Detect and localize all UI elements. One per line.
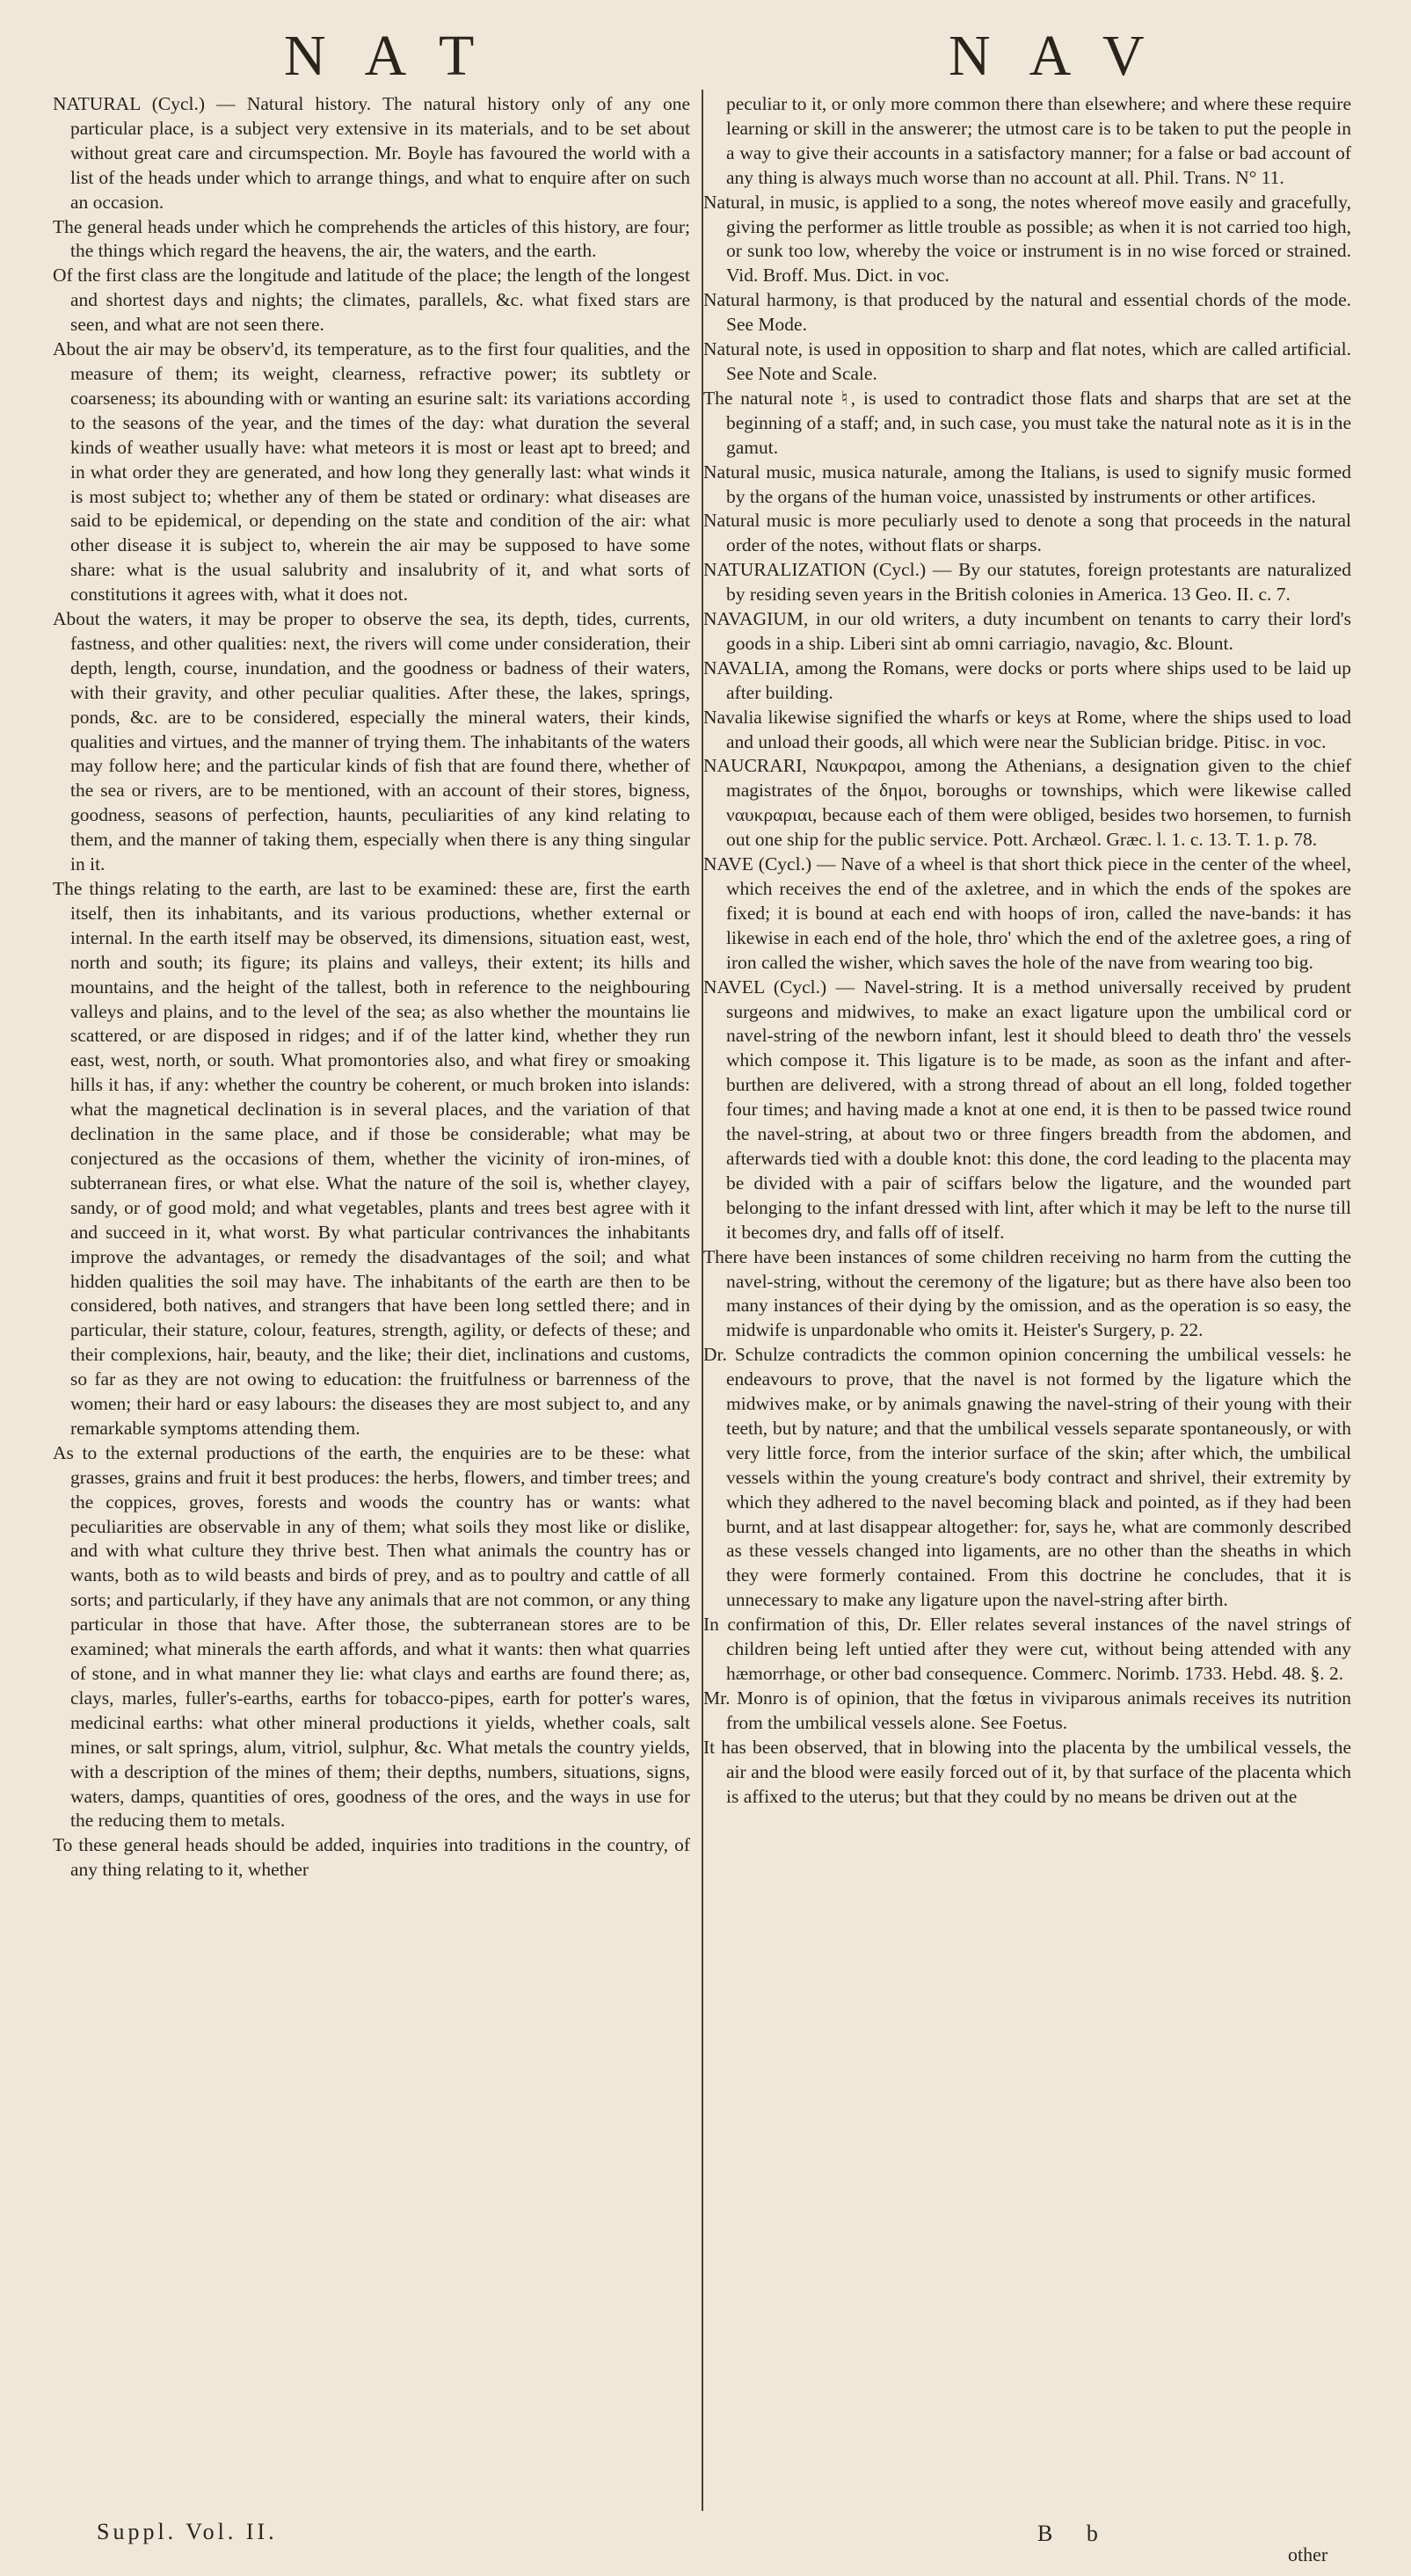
paragraph: The general heads under which he comprehends the articles of this history, are four; the things which regard the heavens, the air, the waters, and the earth. bbox=[53, 215, 690, 262]
running-head bbox=[0, 12, 1411, 100]
paragraph: About the air may be observ'd, its temperature, as to the first four qualities, and the measure of them; its weight, clearness, refractive power; its subtlety or coarseness; its abounding with or wanting an esurine salt: its variations according to the seasons of the year, and the times of the day: what duration the several kinds of weather usually have: what meteors it is most or least apt to breed; and in what order they are generated, and how long they generally last: what winds it is most subject to; whether any of them be stated or ordinary: what diseases are said to be epidemical, or depending on the state and condition of the air: what other disease it is subject to, wherein the air may be supposed to have some share: what is the usual salubrity and insalubrity of it, and what sorts of constitutions it agrees with, what it does not. bbox=[53, 338, 690, 606]
paragraph: It has been observed, that in blowing into the placenta by the umbilical vessels, the air and the blood were easily forced out of it, by that surface of the placenta which is affixed to the uterus; but that they could by no means be driven out at the bbox=[703, 1736, 1351, 1807]
running-head-right: NAV bbox=[949, 24, 1183, 88]
paragraph: The natural note ♮, is used to contradict those flats and sharps that are set at the beginning of a staff; and, in such case, you must take the natural note as it is in the gamut. bbox=[703, 387, 1351, 458]
right-column bbox=[703, 92, 1351, 2527]
paragraph: NAVE (Cycl.) — Nave of a wheel is that short thick piece in the center of the wheel, which receives the end of the axletree, and in which the ends of the spokes are fixed; it is bound at each end with hoops of iron, called the nave-bands: it has likewise in each end of the hole, thro' which the end of the axletree goes, a ring of iron called the wisher, which saves the hole of the nave from wearing too big. bbox=[703, 853, 1351, 973]
paragraph: The things relating to the earth, are last to be examined: these are, first the earth itself, then its inhabitants, and its various productions, whether external or internal. In the earth itself may be observed, its dimensions, situation east, west, north and south; its figure; its plains and valleys, their extent; its hills and mountains, and the height of the tallest, both in reference to the neighbouring valleys and plains, and to the level of the sea; as also whether the mountains lie scattered, or are disposed in ridges; and if of the latter kind, whether they run east, west, north, or south. What promontories also, and what firey or smoaking hills it has, if any: whether the country be coherent, or much broken into islands: what the magnetical declination is in several places, and the variation of that declination in the same place, and if those be considerable; what may be conjectured as the occasions of them, whether the vicinity of iron-mines, of subterranean fires, or what else. What the nature of the soil is, whether clayey, sandy, or of good mold; and what vegetables, plants and trees best agree with it and succeed in it, what worst. By what particular contrivances the inhabitants improve the advantages, or remedy the disadvantages of the soil; and what hidden qualities the soil may have. The inhabitants of the earth are then to be considered, both natives, and strangers that have been long settled there; and in particular, their stature, colour, features, strength, agility, or defects of these; and their complexions, hair, beauty, and the like; their diet, inclinations and customs, so far as they are not owing to education: the fruitfulness or barrenness of the women; their hard or easy labours: the diseases they are most subject to, and any remarkable symptoms attending them. bbox=[53, 878, 690, 1439]
paragraph: Of the first class are the longitude and latitude of the place; the length of the longest and shortest days and nights; the climates, parallels, &c. what fixed stars are seen, and what are not seen there. bbox=[53, 265, 690, 336]
running-head-left: NAT bbox=[284, 24, 513, 88]
gathering-signature: B b bbox=[1037, 2521, 1112, 2546]
paragraph: NATURAL (Cycl.) — Natural history. The natural history only of any one particular place, is a subject very extensive in its materials, and to be set about without great care and circumspection. Mr. Boyle has favoured the world with a list of the heads under which to arrange things, and what to enquire after on such an occasion. bbox=[53, 93, 690, 213]
paragraph: peculiar to it, or only more common there than elsewhere; and where these require learning or skill in the answerer; the utmost care is to be taken to put the people in a way to give their accounts in a satisfactory manner; for a false or bad account of any thing is always much worse than no account at all. Phil. Trans. N° 11. bbox=[726, 93, 1351, 188]
paragraph: To these general heads should be added, inquiries into traditions in the country, of any thing relating to it, whether bbox=[53, 1834, 690, 1881]
paragraph: Navalia likewise signified the wharfs or keys at Rome, where the ships used to load and unload their goods, all which were near the Sublician bridge. Pitisc. in voc. bbox=[703, 706, 1351, 752]
paragraph: Natural note, is used in opposition to sharp and flat notes, which are called artificial. See Note and Scale. bbox=[703, 338, 1351, 384]
paragraph: NATURALIZATION (Cycl.) — By our statutes, foreign protestants are naturalized by residing seven years in the British colonies in America. 13 Geo. II. c. 7. bbox=[703, 559, 1351, 606]
paragraph: NAVEL (Cycl.) — Navel-string. It is a method universally received by prudent surgeons and midwives, to make an exact ligature upon the umbilical cord or navel-string of the newborn infant, lest it should bleed to death thro' the vessels which compose it. This ligature is to be made, as soon as the infant and after-burthen are delivered, with a strong thread of about an ell long, folded together four times; and having made a knot at one end, it is then to be passed twice round the navel-string, at about two or three fingers breadth from the abdomen, and afterwards tied with a double knot: this done, the cord leading to the placenta may be divided with a pair of sciffars below the ligature, and the wounded part belonging to the infant dressed with lint, after which it may be left to the nurse till it becomes dry, and falls off of itself. bbox=[703, 976, 1351, 1243]
volume-signature: Suppl. Vol. II. bbox=[97, 2519, 278, 2544]
left-column bbox=[53, 92, 690, 2527]
paragraph: NAVALIA, among the Romans, were docks or ports where ships used to be laid up after building. bbox=[703, 657, 1351, 703]
paragraph: Natural harmony, is that produced by the natural and essential chords of the mode. See Mode. bbox=[703, 289, 1351, 336]
paragraph: As to the external productions of the earth, the enquiries are to be these: what grasses, grains and fruit it best produces: the herbs, flowers, and timber trees; and the coppices, groves, forests and woods the country has or wants: what peculiarities are observable in any of them; what soils they most like or dislike, and with what culture they thrive best. Then what animals the country has or wants, both as to wild beasts and birds of prey, and as to poultry and cattle of all sorts; and particularly, if they have any animals that are not common, or any thing particular in those that have. After those, the subterranean stores are to be examined; what minerals the earth affords, and what it wants: then what quarries of stone, and in what manner they lie: what clays and earths are found there; as, clays, marles, fuller's-earths, earths for tobacco-pipes, earth for potter's wares, medicinal earths: what other mineral productions it yields, whether coals, salt mines, or salt springs, alum, vitriol, sulphur, &c. What metals the country yields, with a description of the mines of them; their depths, numbers, situations, signs, waters, damps, quantities of ores, goodness of the ores, and the ways in use for the reducing them to metals. bbox=[53, 1441, 690, 1832]
paragraph: In confirmation of this, Dr. Eller relates several instances of the navel strings of children being left untied after they were cut, without being attended with any hæmorrhage, or other bad consequence. Commerc. Norimb. 1733. Hebd. 48. §. 2. bbox=[703, 1614, 1351, 1684]
paragraph: Mr. Monro is of opinion, that the fœtus in viviparous animals receives its nutrition from the umbilical vessels alone. See Foetus. bbox=[703, 1687, 1351, 1733]
paragraph: Natural, in music, is applied to a song, the notes whereof move easily and gracefully, giving the performer as little trouble as possible; as when it is not carried too high, or sunk too low, whereby the voice or instrument is in no wise forced or strained. Vid. Broff. Mus. Dict. in voc. bbox=[703, 191, 1351, 287]
paragraph: There have been instances of some children receiving no harm from the cutting the navel-string, without the ceremony of the ligature; but as there have also been too many instances of their dying by the omission, and as the operation is so easy, the midwife is unpardonable who omits it. Heister's Surgery, p. 22. bbox=[703, 1245, 1351, 1341]
paragraph: Natural music, musica naturale, among the Italians, is used to signify music formed by the organs of the human voice, unassisted by instruments or other artifices. bbox=[703, 461, 1351, 507]
paragraph: Natural music is more peculiarly used to denote a song that proceeds in the natural order of the notes, without flats or sharps. bbox=[703, 510, 1351, 556]
paragraph: About the waters, it may be proper to observe the sea, its depth, tides, currents, fastness, and other qualities: next, the rivers will come under consideration, their depth, length, course, inundation, and the goodness or badness of their waters, with their gravity, and other peculiar qualities. After these, the lakes, springs, ponds, &c. are to be considered, especially the mineral waters, their kinds, qualities and virtues, and the manner of trying them. The inhabitants of the waters may follow here; and the particular kinds of fish that are found there, whether of the sea or rivers, are to be mentioned, with an account of their stores, bigness, goodness, seasons of perfection, haunts, peculiarities of any kind relating to them, and the manner of taking them, especially when there is any thing singular in it. bbox=[53, 608, 690, 875]
catchword: other bbox=[1288, 2543, 1328, 2565]
paragraph: NAUCRARI, Ναυκραροι, among the Athenians, a designation given to the chief magistrates of the δημοι, boroughs or townships, which were likewise called ναυκραριαι, because each of them were obliged, besides two horsemen, to furnish out one ship for the public service. Pott. Archæol. Græc. l. 1. c. 13. T. 1. p. 78. bbox=[703, 755, 1351, 851]
paragraph: Dr. Schulze contradicts the common opinion concerning the umbilical vessels: he endeavours to prove, that the navel is not formed by the ligature which the midwives make, or by animals gnawing the navel-string of their young with their teeth, but by nature; and that the umbilical vessels separate spontaneously, or with very little force, from the interior surface of the skin; after which, the umbilical vessels within the young creature's body contract and shrivel, their extremity by which they adhered to the navel becoming black and pointed, as if they had been burnt, and at last disappear altogether: for, says he, what are commonly described as these vessels changed into ligaments, are no other than the sheaths in which they were formerly contained. From this doctrine he concludes, that it is unnecessary to make any ligature upon the navel-string after birth. bbox=[703, 1344, 1351, 1611]
paragraph: NAVAGIUM, in our old writers, a duty incumbent on tenants to carry their lord's goods in a ship. Liberi sint ab omni carriagio, navagio, &c. Blount. bbox=[703, 608, 1351, 654]
